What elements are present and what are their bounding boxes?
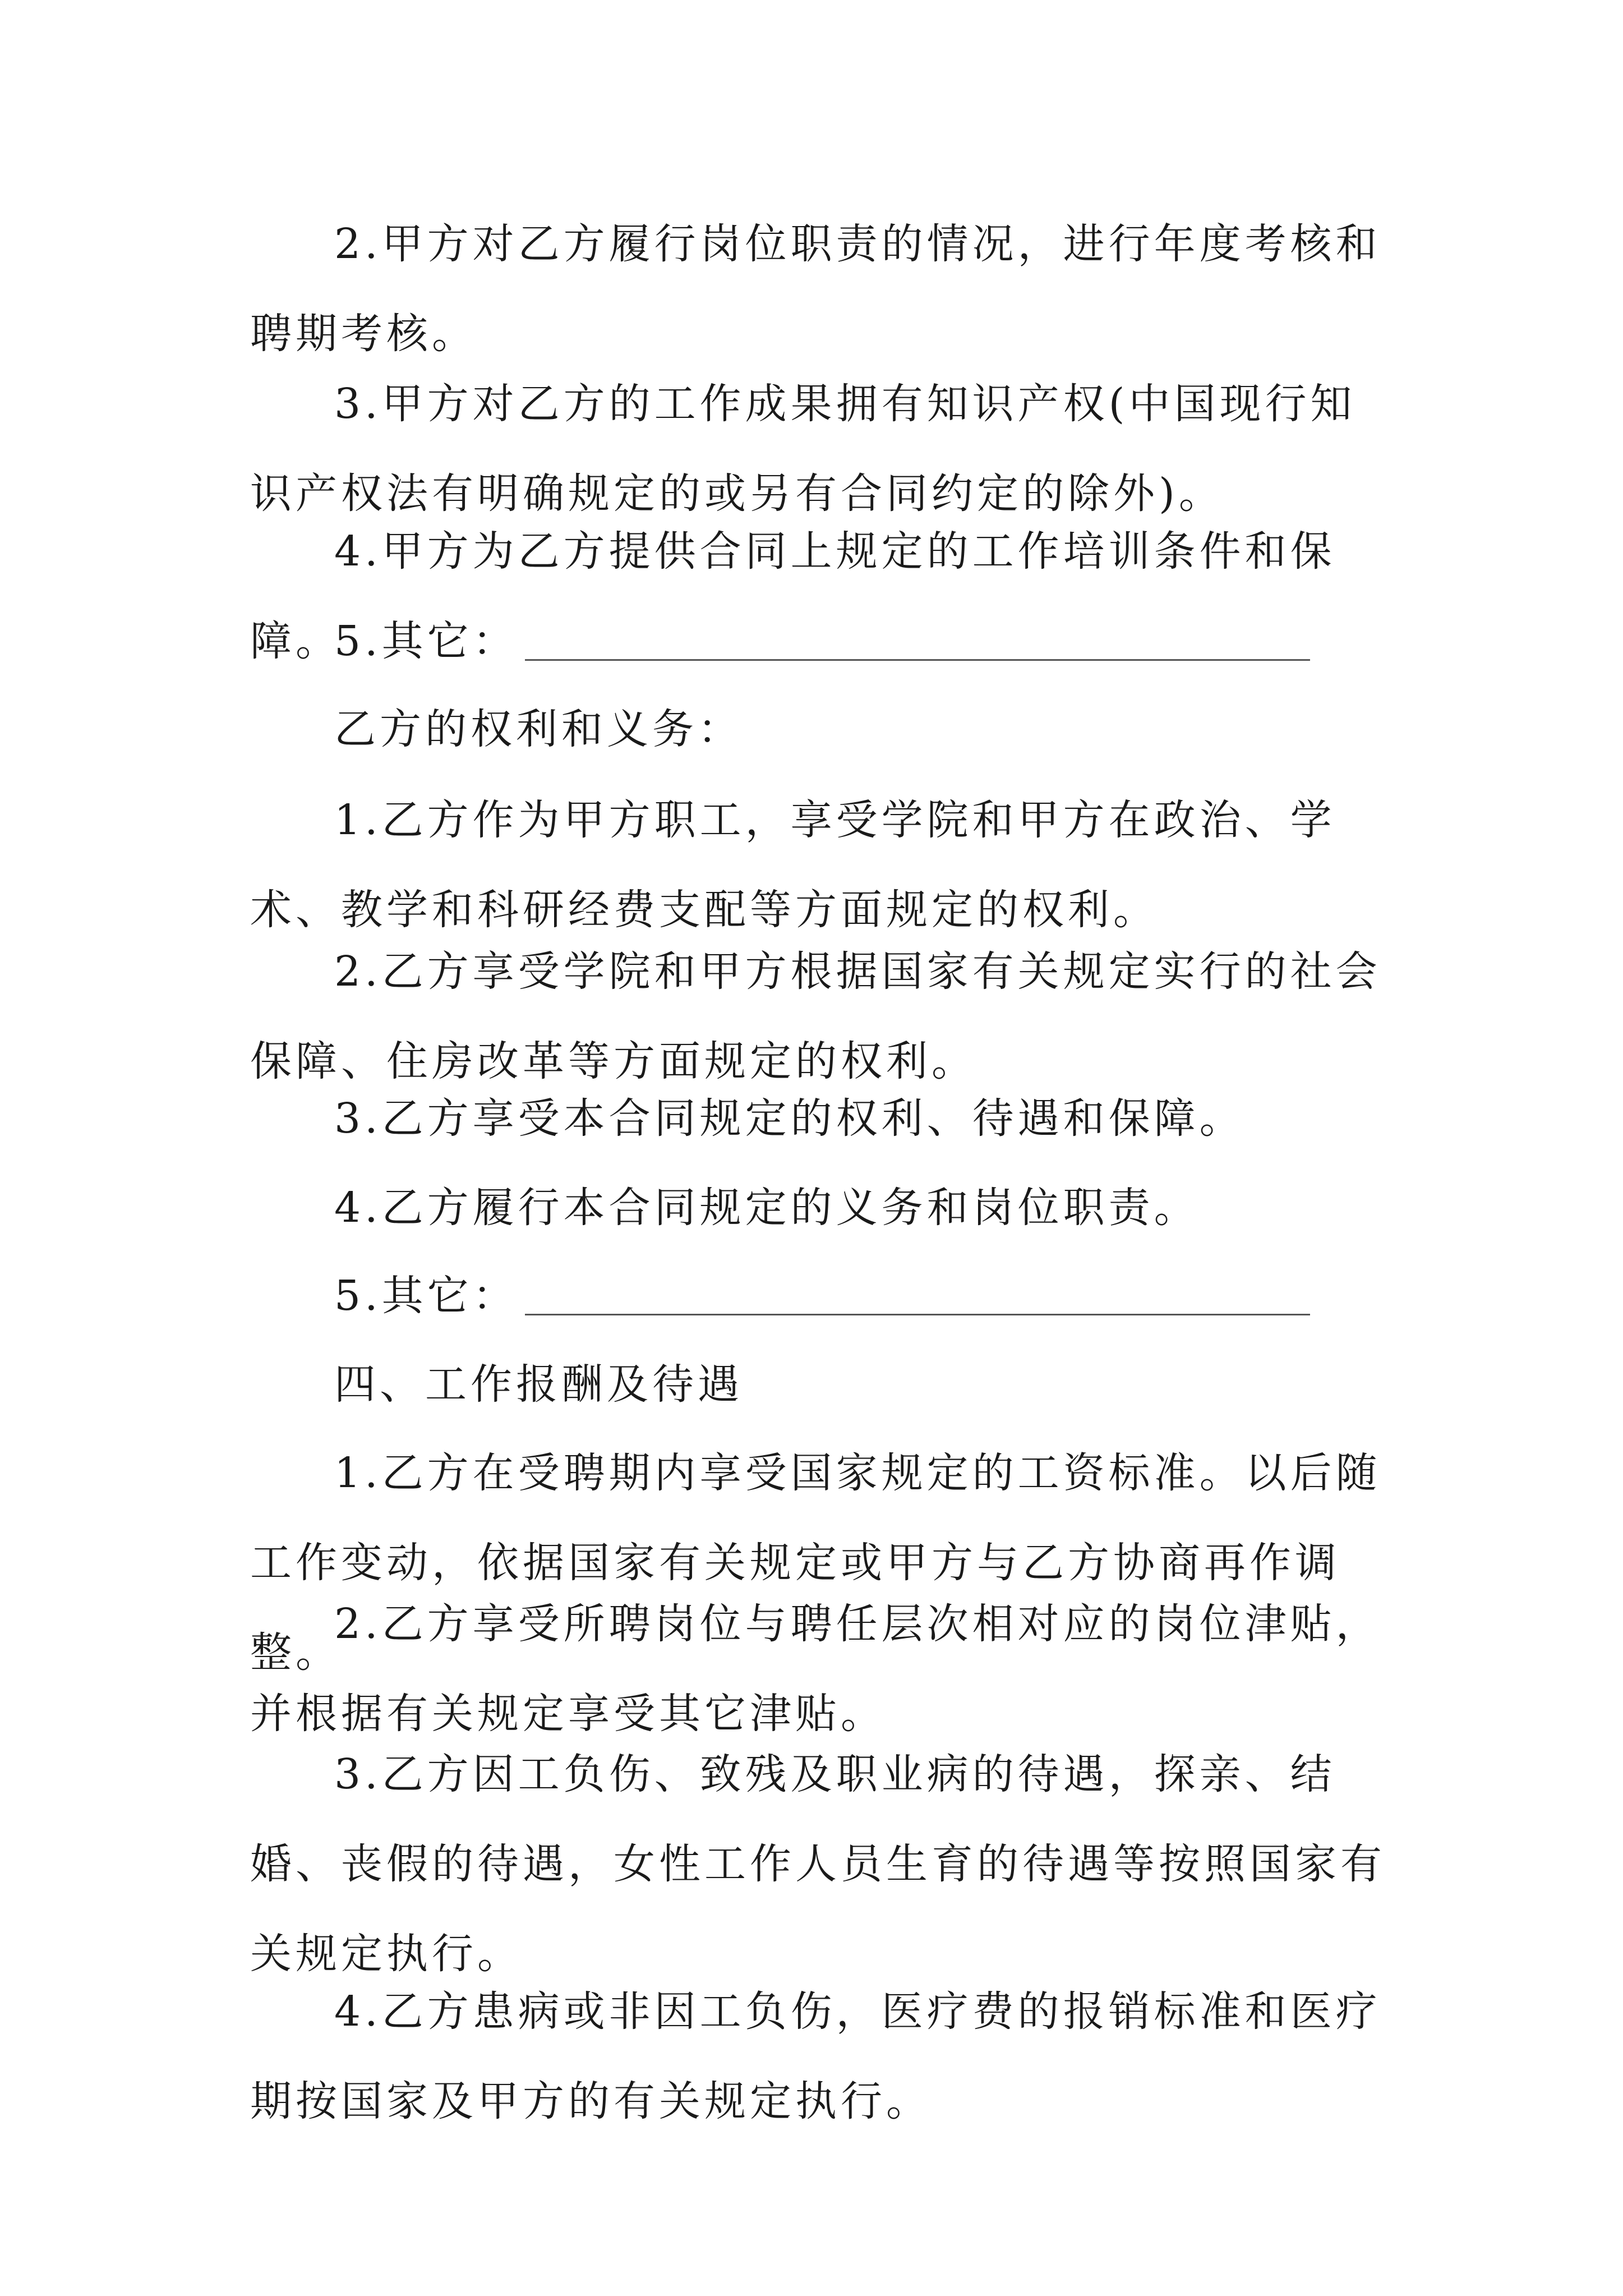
paragraph-2: 3.甲方对乙方的工作成果拥有知识产权(中国现行知识产权法有明确规定的或另有合同约定的除外)。 [250,380,1356,518]
paragraph-1: 2.甲方对乙方履行岗位职责的情况，进行年度考核和聘期考核。 [250,220,1381,358]
paragraph-4-text: 5.其它： [334,617,518,665]
blank-fill-line [525,1314,1310,1315]
paragraph-8: 3.乙方享受本合同规定的权利、待遇和保障。 [334,1094,1245,1143]
paragraph-6: 1.乙方作为甲方职工，享受学院和甲方在政治、学术、教学和科研经费支配等方面规定的权利。 [250,796,1336,934]
blank-fill-line [525,659,1310,661]
paragraph-10 [250,1251,1389,1341]
paragraph-13: 2.乙方享受所聘岗位与聘任层次相对应的岗位津贴，并根据有关规定享受其它津贴。 [250,1600,1381,1738]
paragraph-4 [250,596,1389,686]
paragraph-7: 2.乙方享受学院和甲方根据国家有关规定实行的社会保障、住房改革等方面规定的权利。 [250,947,1381,1085]
paragraph-9: 4.乙方履行本合同规定的义务和岗位职责。 [334,1184,1200,1232]
paragraph-14: 3.乙方因工负伤、致残及职业病的待遇，探亲、结婚、丧假的待遇，女性工作人员生育的待遇等按照国家有关规定执行。 [250,1750,1386,1978]
paragraph-5: 乙方的权利和义务： [334,705,743,753]
section-heading: 四、工作报酬及待遇 [334,1360,743,1409]
paragraph-15: 4.乙方患病或非因工负伤，医疗费的报销标准和医疗期按国家及甲方的有关规定执行。 [250,1987,1381,2125]
paragraph-12: 1.乙方在受聘期内享受国家规定的工资标准。以后随工作变动，依据国家有关规定或甲方与乙方协商再作调整。 [250,1449,1381,1677]
paragraph-3: 4.甲方为乙方提供合同上规定的工作培训条件和保障。 [250,527,1336,665]
paragraph-10-text: 5.其它： [334,1272,518,1320]
